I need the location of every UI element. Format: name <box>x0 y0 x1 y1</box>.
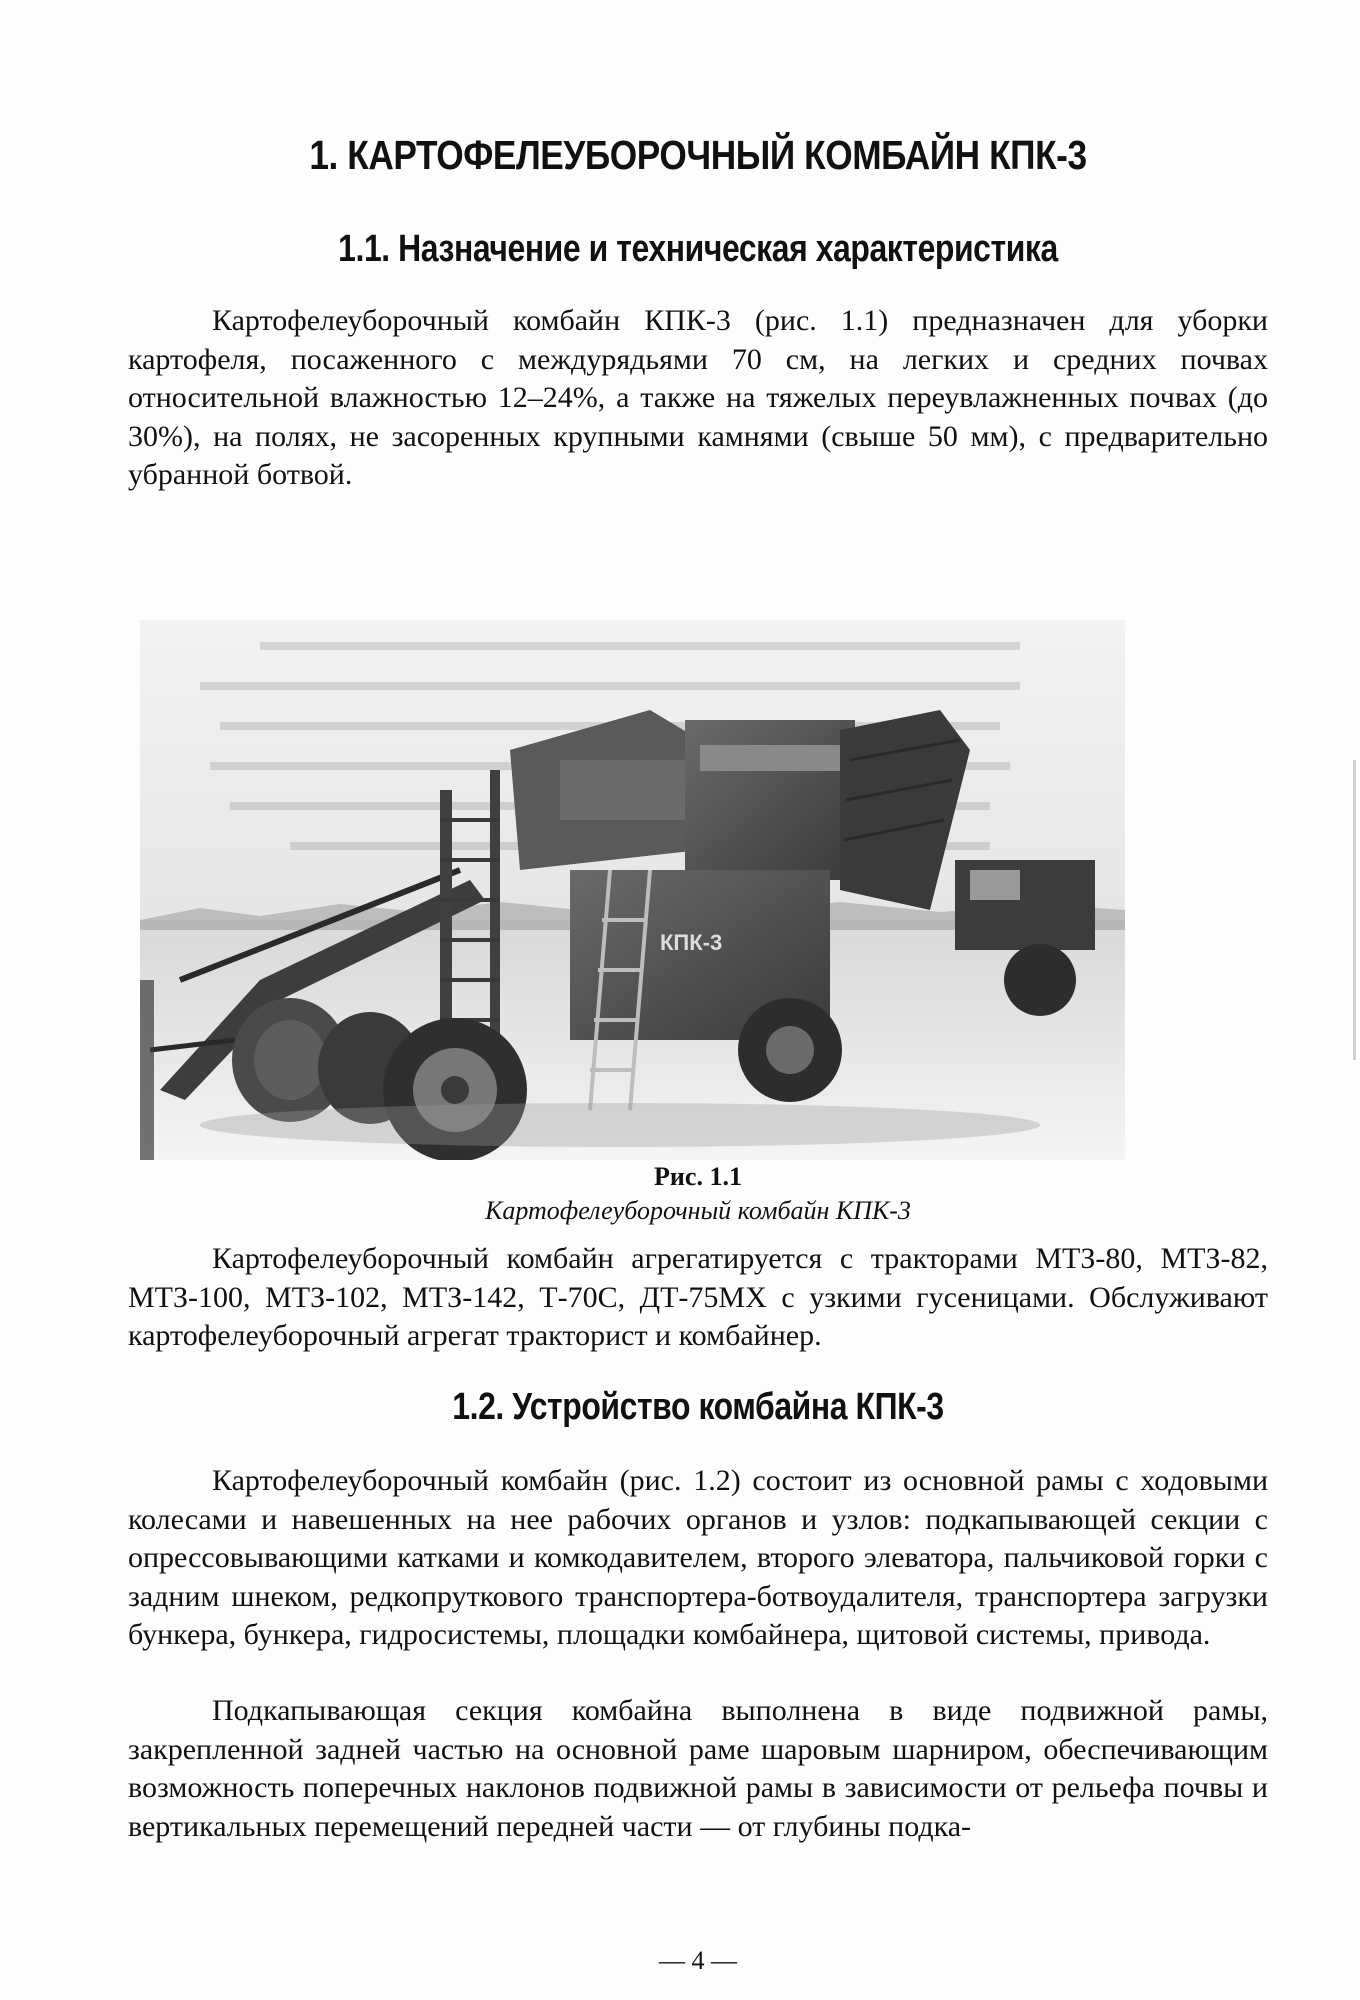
paragraph-purpose: Картофелеуборочный комбайн КПК-3 (рис. 1.1) предназначен для уборки картофеля, посаженного с междурядьями 70 см, на легких и средних почвах относительной влажностью 12–24%, а также на тяжелых переувлажненных почвах (до 30%), на полях, не засоренных крупными камнями (свыше 50 мм), с предварительно убранной ботвой. <box>128 304 1268 491</box>
figure-caption: Картофелеуборочный комбайн КПК-3 <box>485 1196 911 1225</box>
section-title-1-2: 1.2. Устройство комбайна КПК-3 <box>452 1386 944 1428</box>
chapter-title: 1. КАРТОФЕЛЕУБОРОЧНЫЙ КОМБАЙН КПК-3 <box>309 132 1087 178</box>
paragraph-tractors: Картофелеуборочный комбайн агрегатируется с тракторами МТЗ-80, МТЗ-82, МТЗ-100, МТЗ-102, МТЗ-142, Т-70С, ДТ-75МХ с узкими гусеницами. Обслуживают картофелеуборочный агрегат тракторист и комбайнер. <box>128 1242 1268 1352</box>
paragraph-structure: Картофелеуборочный комбайн (рис. 1.2) состоит из основной рамы с ходовыми колесами и навешенных на нее рабочих органов и узлов: подкапывающей секции с опрессовывающими катками и комкодавителем, второго элеватора, пальчиковой горки с задним шнеком, редкопруткового транспортера-ботвоудалителя, транспортера загрузки бункера, бункера, гидросистемы, площадки комбайнера, щитовой системы, привода. <box>128 1464 1268 1651</box>
combine-harvester-photo <box>140 620 1125 1160</box>
machine-marking: КПК-3 <box>660 930 723 955</box>
paragraph-digging-section: Подкапывающая секция комбайна выполнена в виде подвижной рамы, закрепленной задней частью на основной раме шаровым шарниром, обеспечивающим возможность поперечных наклонов подвижной рамы в зависимости от рельефа почвы и вертикальных перемещений передней части — от глубины подка- <box>128 1694 1268 1843</box>
scan-edge-mark <box>1353 760 1356 1060</box>
section-title-1-1: 1.1. Назначение и техническая характеристика <box>338 228 1058 270</box>
figure-label: Рис. 1.1 <box>654 1162 742 1191</box>
page-number: — 4 — <box>659 1946 737 1975</box>
